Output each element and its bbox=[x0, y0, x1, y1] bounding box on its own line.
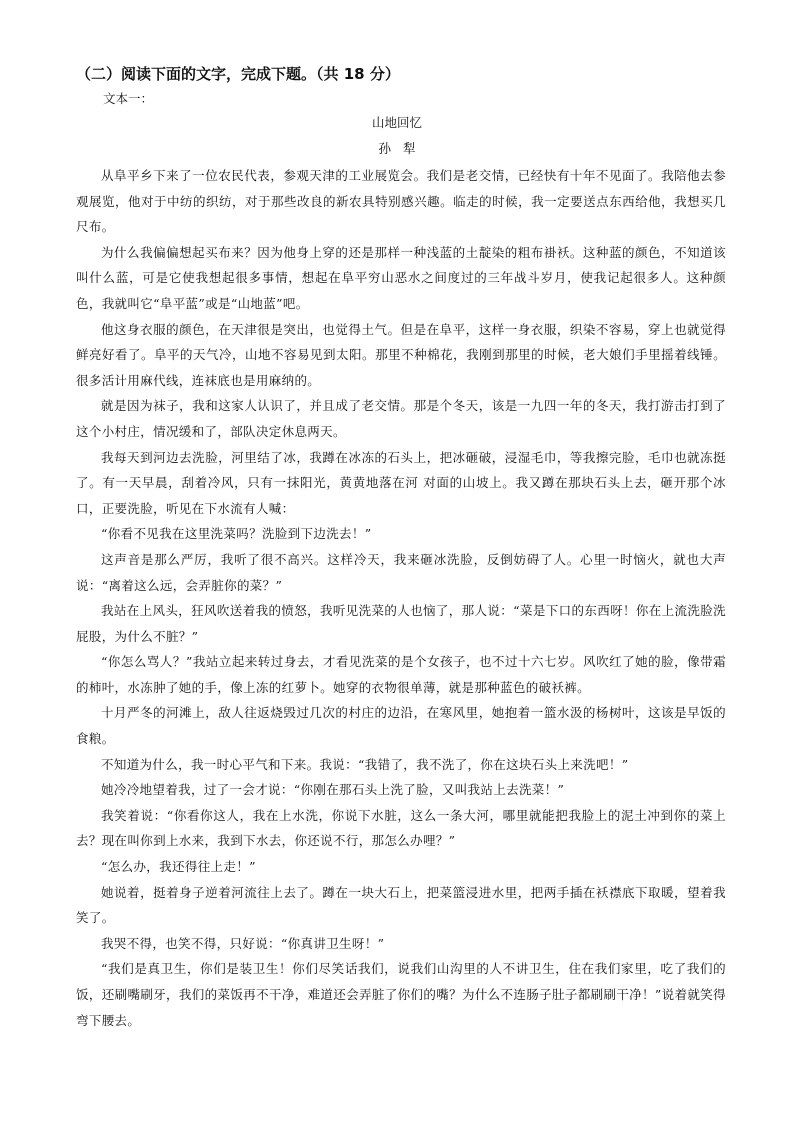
paragraph: 我每天到河边去洗脸，河里结了冰，我蹲在冰冻的石头上，把冰砸破，浸湿毛巾，等我擦完脸，毛巾也就冻挺了。有一天早晨，刮着冷风，只有一抹阳光，黄黄地落在河 对面的山坡上。我又蹲在那块石头上去，砸开那个冰口，正要洗脸，听见在下水流有人喊： bbox=[76, 449, 726, 516]
paragraph: 我笑着说：“你看你这人，我在上水洗，你说下水脏，这么一条大河，哪里就能把我脸上的泥土冲到你的菜上去？现在叫你到上水来，我到下水去，你还说不行，那怎么办哩？” bbox=[76, 807, 726, 849]
paragraph: 从阜平乡下来了一位农民代表，参观天津的工业展览会。我们是老交情，已经快有十年不见面了。我陪他去参观展览，他对于中纺的织纺，对于那些改良的新农具特别感兴趣。临走的时候，我一定要送点东西给他，我想买几尺布。 bbox=[76, 168, 726, 235]
text-label: 文本一： bbox=[103, 91, 154, 106]
paragraph: 我哭不得，也笑不得，只好说：“你真讲卫生呀！” bbox=[101, 935, 385, 951]
article-title: 山地回忆 bbox=[371, 115, 422, 130]
article-author: 孙犁 bbox=[378, 141, 428, 156]
paragraph: 她说着，挺着身子逆着河流往上去了。蹲在一块大石上，把菜篮浸进水里，把两手插在袄襟底下取暖，望着我笑了。 bbox=[76, 884, 726, 926]
paragraph: 不知道为什么，我一时心平气和下来。我说：“我错了，我不洗了，你在这块石头上来洗吧！” bbox=[101, 756, 629, 772]
section-heading: （二）阅读下面的文字，完成下题。（共 18 分） bbox=[76, 65, 400, 83]
paragraph: 为什么我偏偏想起买布来？因为他身上穿的还是那样一种浅蓝的土靛染的粗布褂袄。这种蓝的颜色，不知道该叫什么蓝，可是它使我想起很多事情，想起在阜平穷山恶水之间度过的三年战斗岁月，使我记起很多人。这种颜色，我就叫它“阜平蓝”或是“山地蓝”吧。 bbox=[76, 244, 726, 311]
paragraph: 他这身衣服的颜色，在天津很是突出，也觉得土气。但是在阜平，这样一身衣服，织染不容易，穿上也就觉得鲜亮好看了。阜平的天气冷，山地不容易见到太阳。那里不种棉花，我刚到那里的时候，老大娘们手里摇着线锤。很多活计用麻代线，连袜底也是用麻纳的。 bbox=[76, 321, 726, 388]
paragraph: 十月严冬的河滩上，敌人往返烧毁过几次的村庄的边沿，在寒风里，她抱着一篮水汲的杨树叶，这该是早饭的食粮。 bbox=[76, 705, 726, 747]
paragraph: “我们是真卫生，你们是装卫生！你们尽笑话我们，说我们山沟里的人不讲卫生，住在我们家里，吃了我们的饭，还刷嘴刷牙，我们的菜饭再不干净，难道还会弄脏了你们的嘴？为什么不连肠子肚子都刷刷干净！”说着就笑得弯下腰去。 bbox=[76, 961, 726, 1028]
article-body bbox=[76, 163, 726, 1033]
paragraph: “你怎么骂人？”我站立起来转过身去，才看见洗菜的是个女孩子，也不过十六七岁。风吹红了她的脸，像带霜的柿叶，水冻肿了她的手，像上冻的红萝卜。她穿的衣物很单薄，就是那种蓝色的破袄裤。 bbox=[76, 654, 726, 695]
paragraph: 就是因为袜子，我和这家人认识了，并且成了老交情。那是个冬天，该是一九四一年的冬天，我打游击打到了这个小村庄，情况缓和了，部队决定休息两天。 bbox=[76, 398, 726, 439]
paragraph: 她冷冷地望着我，过了一会才说：“你刚在那石头上洗了脸，又叫我站上去洗菜！” bbox=[101, 782, 565, 798]
paragraph: 这声音是那么严厉，我听了很不高兴。这样冷天，我来砸冰洗脸，反倒妨碍了人。心里一时恼火，就也大声说：“离着这么远，会弄脏你的菜？” bbox=[76, 551, 726, 593]
paragraph: 我站在上风头，狂风吹送着我的愤怒，我听见洗菜的人也恼了，那人说：“菜是下口的东西呀！你在上流洗脸洗屁股，为什么不脏？” bbox=[76, 603, 726, 644]
paragraph: “你看不见我在这里洗菜吗？洗脸到下边洗去！” bbox=[101, 526, 372, 542]
paragraph: “怎么办，我还得往上走！” bbox=[101, 859, 256, 875]
